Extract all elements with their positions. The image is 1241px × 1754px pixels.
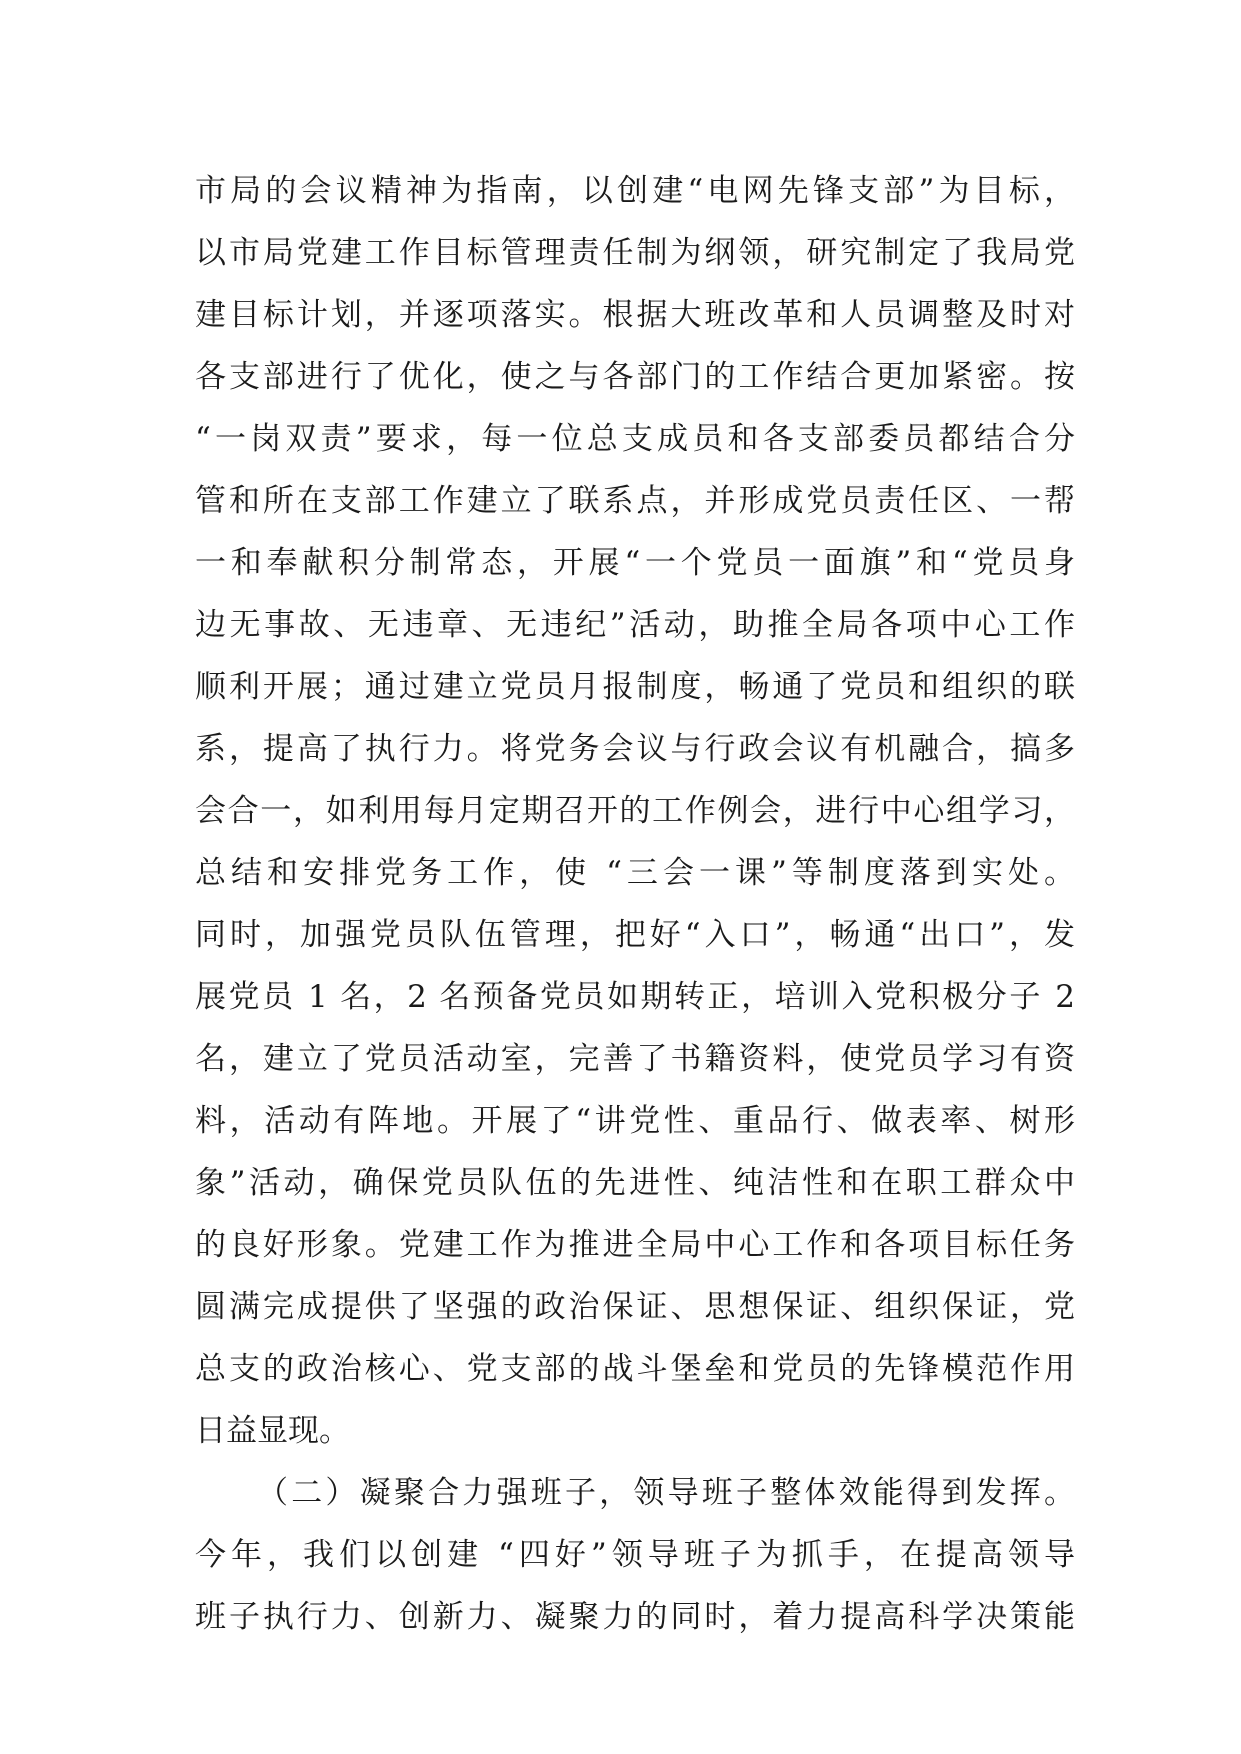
text-line-18: 的良好形象。党建工作为推进全局中心工作和各项目标任务 bbox=[195, 1227, 1075, 1263]
text-line-13: 同时，加强党员队伍管理，把好“入口”，畅通“出口”，发 bbox=[195, 917, 1075, 953]
text-line-10: 系，提高了执行力。将党务会议与行政会议有机融合，搞多 bbox=[195, 731, 1075, 767]
text-line-9: 顺利开展；通过建立党员月报制度，畅通了党员和组织的联 bbox=[195, 669, 1075, 705]
text-line-12: 总结和安排党务工作，使 “三会一课”等制度落到实处。 bbox=[195, 855, 1075, 891]
text-line-21: 日益显现。 bbox=[195, 1413, 350, 1449]
text-line-7: 一和奉献积分制常态，开展“一个党员一面旗”和“党员身 bbox=[195, 545, 1075, 581]
text-line-23: 今年，我们以创建 “四好”领导班子为抓手，在提高领导 bbox=[195, 1537, 1075, 1573]
text-line-2: 以市局党建工作目标管理责任制为纲领，研究制定了我局党 bbox=[195, 235, 1075, 271]
text-line-11: 会合一，如利用每月定期召开的工作例会，进行中心组学习， bbox=[195, 793, 1075, 829]
text-line-24: 班子执行力、创新力、凝聚力的同时，着力提高科学决策能 bbox=[195, 1599, 1075, 1635]
text-line-19: 圆满完成提供了坚强的政治保证、思想保证、组织保证，党 bbox=[195, 1289, 1075, 1325]
body-text bbox=[195, 160, 1075, 1648]
text-line-20: 总支的政治核心、党支部的战斗堡垒和党员的先锋模范作用 bbox=[195, 1351, 1075, 1387]
text-line-3: 建目标计划，并逐项落实。根据大班改革和人员调整及时对 bbox=[195, 297, 1075, 333]
text-line-8: 边无事故、无违章、无违纪”活动，助推全局各项中心工作 bbox=[195, 607, 1075, 643]
text-line-5: “一岗双责”要求，每一位总支成员和各支部委员都结合分 bbox=[195, 421, 1075, 457]
text-line-14: 展党员 1 名，2 名预备党员如期转正，培训入党积极分子 2 bbox=[195, 979, 1075, 1015]
text-line-15: 名，建立了党员活动室，完善了书籍资料，使党员学习有资 bbox=[195, 1041, 1075, 1077]
text-line-17: 象”活动，确保党员队伍的先进性、纯洁性和在职工群众中 bbox=[195, 1165, 1075, 1201]
text-line-1: 市局的会议精神为指南，以创建“电网先锋支部”为目标， bbox=[195, 173, 1075, 209]
section-heading-2: （二）凝聚合力强班子，领导班子整体效能得到发挥。 bbox=[257, 1475, 1075, 1511]
text-line-6: 管和所在支部工作建立了联系点，并形成党员责任区、一帮 bbox=[195, 483, 1075, 519]
text-line-4: 各支部进行了优化，使之与各部门的工作结合更加紧密。按 bbox=[195, 359, 1075, 395]
text-line-16: 料，活动有阵地。开展了“讲党性、重品行、做表率、树形 bbox=[195, 1103, 1075, 1139]
